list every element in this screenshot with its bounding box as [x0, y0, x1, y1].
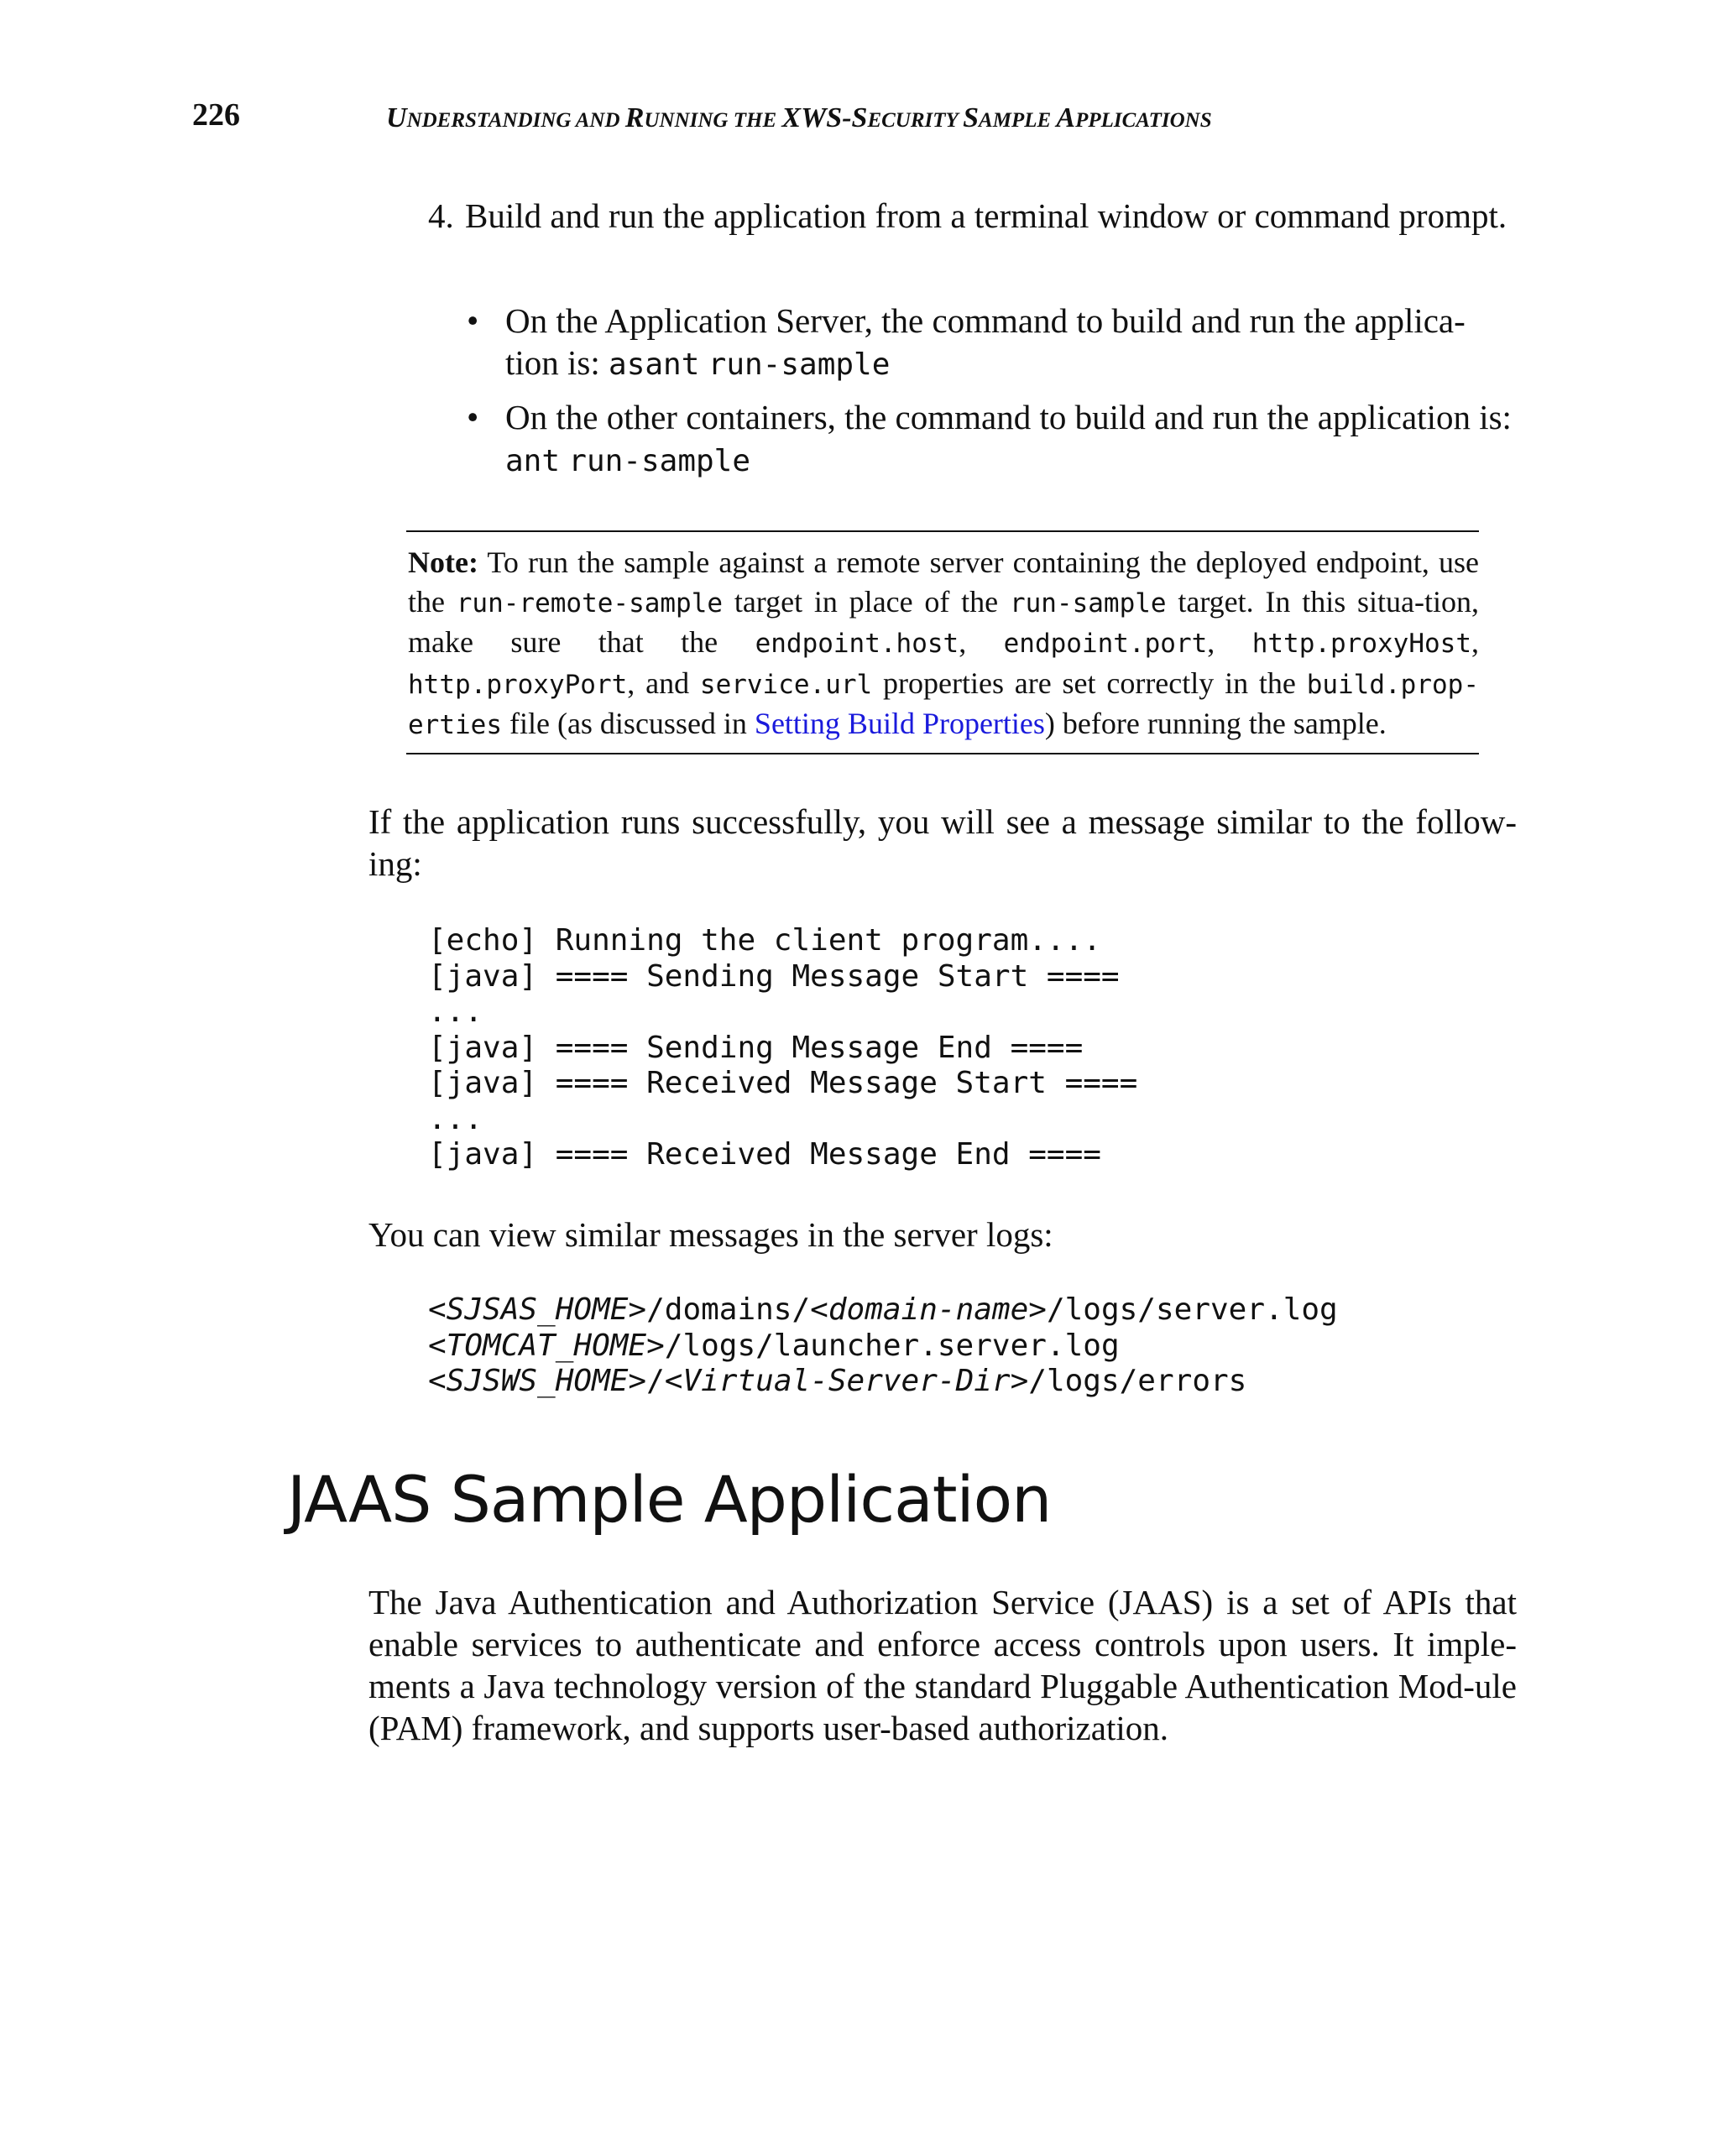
section-heading: JAAS Sample Application — [287, 1462, 1052, 1537]
inline-code: run-sample — [568, 444, 751, 478]
bullet-icon: • — [467, 301, 479, 340]
inline-code: ant — [505, 444, 561, 478]
path-placeholder: <domain-name> — [810, 1292, 1047, 1327]
path-text: / — [646, 1364, 665, 1398]
bullet-icon: • — [467, 398, 479, 436]
note-label: Note: — [408, 546, 478, 579]
list-item — [467, 396, 1517, 483]
path-text: /domains/ — [646, 1292, 811, 1327]
inline-code: endpoint.host — [755, 629, 959, 659]
setting-build-properties-link[interactable]: Setting Build Properties — [754, 707, 1045, 740]
body-paragraph: You can view similar messages in the server logs: — [368, 1215, 1053, 1254]
path-text: /logs/launcher.server.log — [664, 1328, 1120, 1363]
list-item — [467, 300, 1517, 386]
console-output-block — [428, 923, 1137, 1173]
inline-code: run-sample — [1009, 587, 1167, 619]
note-text: , — [1207, 625, 1252, 659]
note-text: , and — [627, 666, 700, 700]
path-text: /logs/server.log — [1046, 1292, 1338, 1327]
code-line: ... — [428, 1101, 483, 1136]
inline-code: asant — [609, 347, 700, 382]
inline-code: build.prop-erties — [408, 669, 1479, 740]
section-body-paragraph: The Java Authentication and Authorization Service (JAAS) is a set of APIs that enable services to authenticate and enforce access controls upon users. It imple-ments a Java technology version of the standard Pluggable Authentication Mod-ule (PAM) framework, and supports user-based authorization. — [368, 1583, 1517, 1747]
note-text: ) before running the sample. — [1044, 707, 1387, 740]
code-line: [java] ==== Received Message End ==== — [428, 1137, 1101, 1172]
page-number: 226 — [192, 97, 240, 133]
inline-code: http.proxyPort — [408, 669, 628, 700]
log-paths-block — [428, 1292, 1338, 1400]
code-line: [java] ==== Sending Message Start ==== — [428, 958, 1120, 994]
path-placeholder: <Virtual-Server-Dir> — [664, 1364, 1029, 1398]
path-placeholder: <TOMCAT_HOME> — [428, 1328, 665, 1363]
note-text: file (as discussed in — [501, 707, 755, 740]
path-placeholder: <SJSAS_HOME> — [428, 1292, 647, 1327]
inline-code: run-remote-sample — [456, 587, 724, 619]
bullet-list — [467, 300, 1517, 493]
step-text: Build and run the application from a terminal window or command prompt. — [465, 196, 1507, 235]
running-title-u: U — [386, 102, 407, 133]
inline-code: run-sample — [708, 347, 891, 382]
note-box — [406, 530, 1479, 754]
step-number: 4. — [428, 196, 454, 235]
note-text: To run the sample against a remote server containing the deployed endpoint, use the — [408, 546, 1479, 619]
path-placeholder: <SJSWS_HOME> — [428, 1364, 647, 1398]
note-text: properties are set correctly in the — [872, 666, 1307, 700]
code-line: ... — [428, 994, 483, 1029]
running-title: UNDERSTANDING AND RUNNING THE XWS-SECURITY SAMPLE APPLICATIONS — [386, 102, 1212, 133]
note-text: target. In this situa-tion, make sure that the — [408, 584, 1479, 659]
note-text: , — [959, 625, 1004, 659]
path-text: /logs/errors — [1028, 1364, 1247, 1398]
code-line: [java] ==== Sending Message End ==== — [428, 1030, 1084, 1065]
bullet-text: On the Application Server, the command to build and run the applica-tion is: — [505, 301, 1466, 382]
inline-code: endpoint.port — [1003, 629, 1208, 659]
inline-code: http.proxyHost — [1251, 629, 1471, 659]
bullet-text: On the other containers, the command to build and run the application is: — [505, 398, 1512, 436]
numbered-step — [428, 195, 1517, 237]
note-text: target in place of the — [723, 584, 1010, 619]
code-line: [echo] Running the client program.... — [428, 923, 1101, 958]
body-paragraph: If the application runs successfully, you will see a message similar to the follow-ing: — [368, 802, 1517, 883]
inline-code: service.url — [699, 669, 873, 700]
code-line: [java] ==== Received Message Start ==== — [428, 1066, 1138, 1100]
note-text: , — [1471, 625, 1479, 659]
